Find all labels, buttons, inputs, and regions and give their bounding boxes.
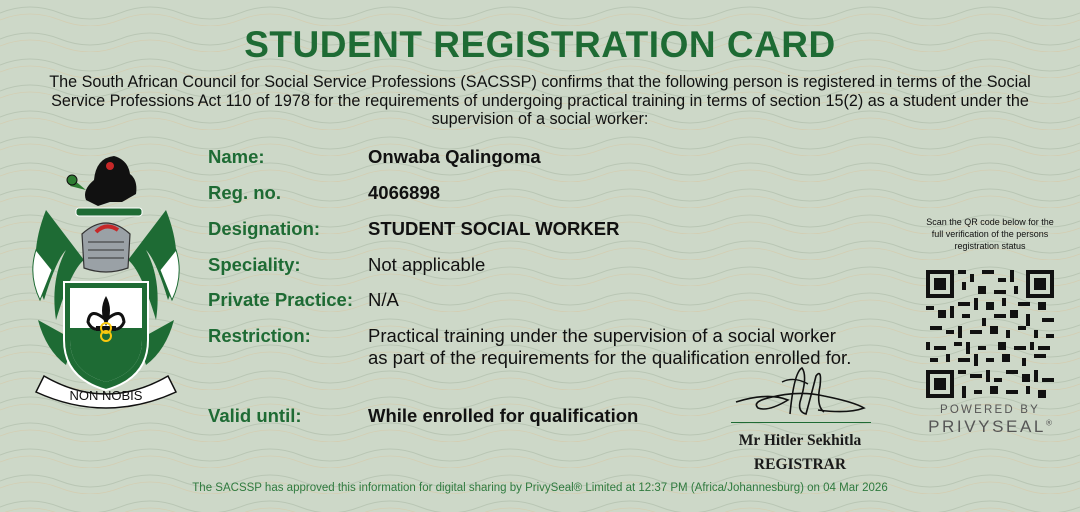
restriction-value-line2: as part of the requirements for the qualification enrolled for. xyxy=(368,347,852,368)
intro-text: The South African Council for Social Service Professions (SACSSP) confirms that the following person is registered in terms of the Social Service Professions Act 110 of 1978 for the requirements of undergoing practical training in terms of section 15(2) as a student under the supervision of a social worker: xyxy=(49,73,1031,128)
designation-value: STUDENT SOCIAL WORKER xyxy=(368,218,620,239)
name-value: Onwaba Qalingoma xyxy=(368,146,541,167)
private-practice-label: Private Practice: xyxy=(208,289,354,310)
crest-motto: NON NOBIS xyxy=(69,388,143,403)
restriction-value-line1: Practical training under the supervision of a social worker xyxy=(368,325,836,346)
designation-label: Designation: xyxy=(208,218,321,239)
privyseal-registered-mark: ® xyxy=(1045,418,1052,428)
signature-line xyxy=(731,422,871,423)
privyseal-brand-text: PRIVYSEAL xyxy=(928,417,1046,436)
registrar-name: Mr Hitler Sekhitla xyxy=(738,432,862,449)
valid-until-value: While enrolled for qualification xyxy=(368,405,639,426)
restriction-label: Restriction: xyxy=(208,325,311,346)
registrar-title: REGISTRAR xyxy=(753,456,847,473)
approval-footer: The SACSSP has approved this information for digital sharing by PrivySeal® Limited at 12:37 PM (Africa/Johannesburg) on 04 Mar 2026 xyxy=(192,482,888,494)
powered-by-label: POWERED BY xyxy=(940,404,1040,416)
reg-no-label: Reg. no. xyxy=(208,182,281,203)
valid-until-label: Valid until: xyxy=(208,405,302,426)
card-title: STUDENT REGISTRATION CARD xyxy=(244,24,836,65)
qr-code-icon[interactable] xyxy=(926,270,1054,398)
speciality-value: Not applicable xyxy=(368,254,486,275)
reg-no-value: 4066898 xyxy=(368,182,441,203)
name-label: Name: xyxy=(208,146,265,167)
coat-of-arms-icon xyxy=(26,150,186,412)
private-practice-value: N/A xyxy=(368,289,399,310)
qr-scan-note: Scan the QR code below for the full verification of the persons registration status xyxy=(926,217,1054,251)
privyseal-logo xyxy=(918,417,1062,437)
registrar-signature-icon xyxy=(728,362,874,426)
speciality-label: Speciality: xyxy=(208,254,301,275)
